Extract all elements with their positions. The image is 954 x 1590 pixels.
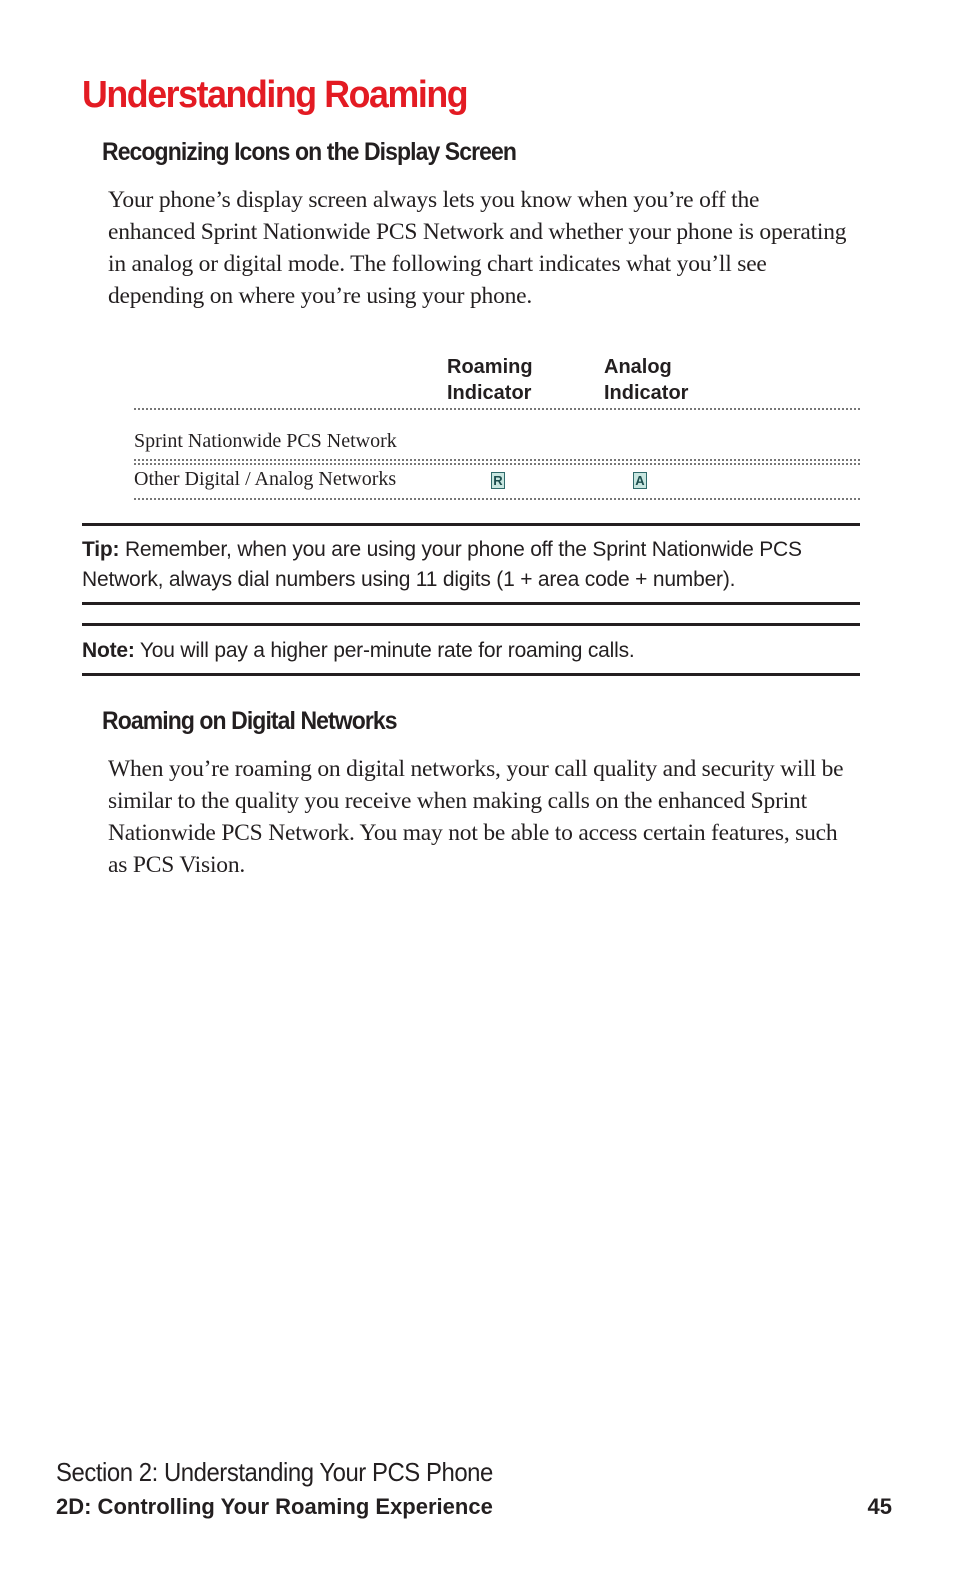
note-bottom-rule (82, 673, 860, 676)
tip-top-rule (82, 523, 860, 526)
section-heading-icons: Recognizing Icons on the Display Screen (102, 138, 516, 166)
tip-text: Remember, when you are using your phone off the Sprint Nationwide PCS Network, always dial numbers using 11 digits (1 + area code + number). (82, 538, 802, 591)
note-label: Note: (82, 639, 135, 662)
page-title: Understanding Roaming (82, 74, 468, 116)
column-header-roaming (447, 354, 533, 406)
digital-body-paragraph: When you’re roaming on digital networks, your call quality and security will be similar to the quality you receive when making calls on the enhanced Sprint Nationwide PCS Network. You may not be able to access certain features, such as PCS Vision. (108, 756, 844, 878)
column-header-line: Roaming (447, 356, 533, 378)
roaming-indicator-icon: R (491, 472, 505, 489)
icons-body-paragraph: Your phone’s display screen always lets you know when you’re off the enhanced Sprint Nationwide PCS Network and whether your phone is operating in analog or digital mode. The following chart indicates what you’ll see depending on where you’re using your phone. (108, 187, 847, 309)
tip-label: Tip: (82, 538, 120, 561)
tip-bottom-rule (82, 602, 860, 605)
note-callout (82, 636, 852, 666)
table-divider (134, 463, 860, 465)
footer-section-title: Section 2: Understanding Your PCS Phone (56, 1457, 493, 1487)
note-text: You will pay a higher per-minute rate for roaming calls. (134, 639, 635, 662)
tip-callout (82, 535, 852, 595)
table-divider (134, 459, 860, 461)
column-header-line: Analog (604, 356, 672, 378)
note-top-rule (82, 623, 860, 626)
footer-chapter-title: 2D: Controlling Your Roaming Experience (56, 1494, 493, 1519)
analog-indicator-icon: A (633, 472, 647, 489)
page-number: 45 (867, 1494, 892, 1519)
table-divider (134, 408, 860, 410)
table-row-label: Sprint Nationwide PCS Network (134, 430, 397, 452)
column-header-analog (604, 354, 688, 406)
section-heading-digital: Roaming on Digital Networks (102, 707, 397, 735)
table-row-label: Other Digital / Analog Networks (134, 468, 397, 490)
column-header-line: Indicator (447, 382, 532, 404)
table-divider (134, 498, 860, 500)
column-header-line: Indicator (604, 382, 689, 404)
